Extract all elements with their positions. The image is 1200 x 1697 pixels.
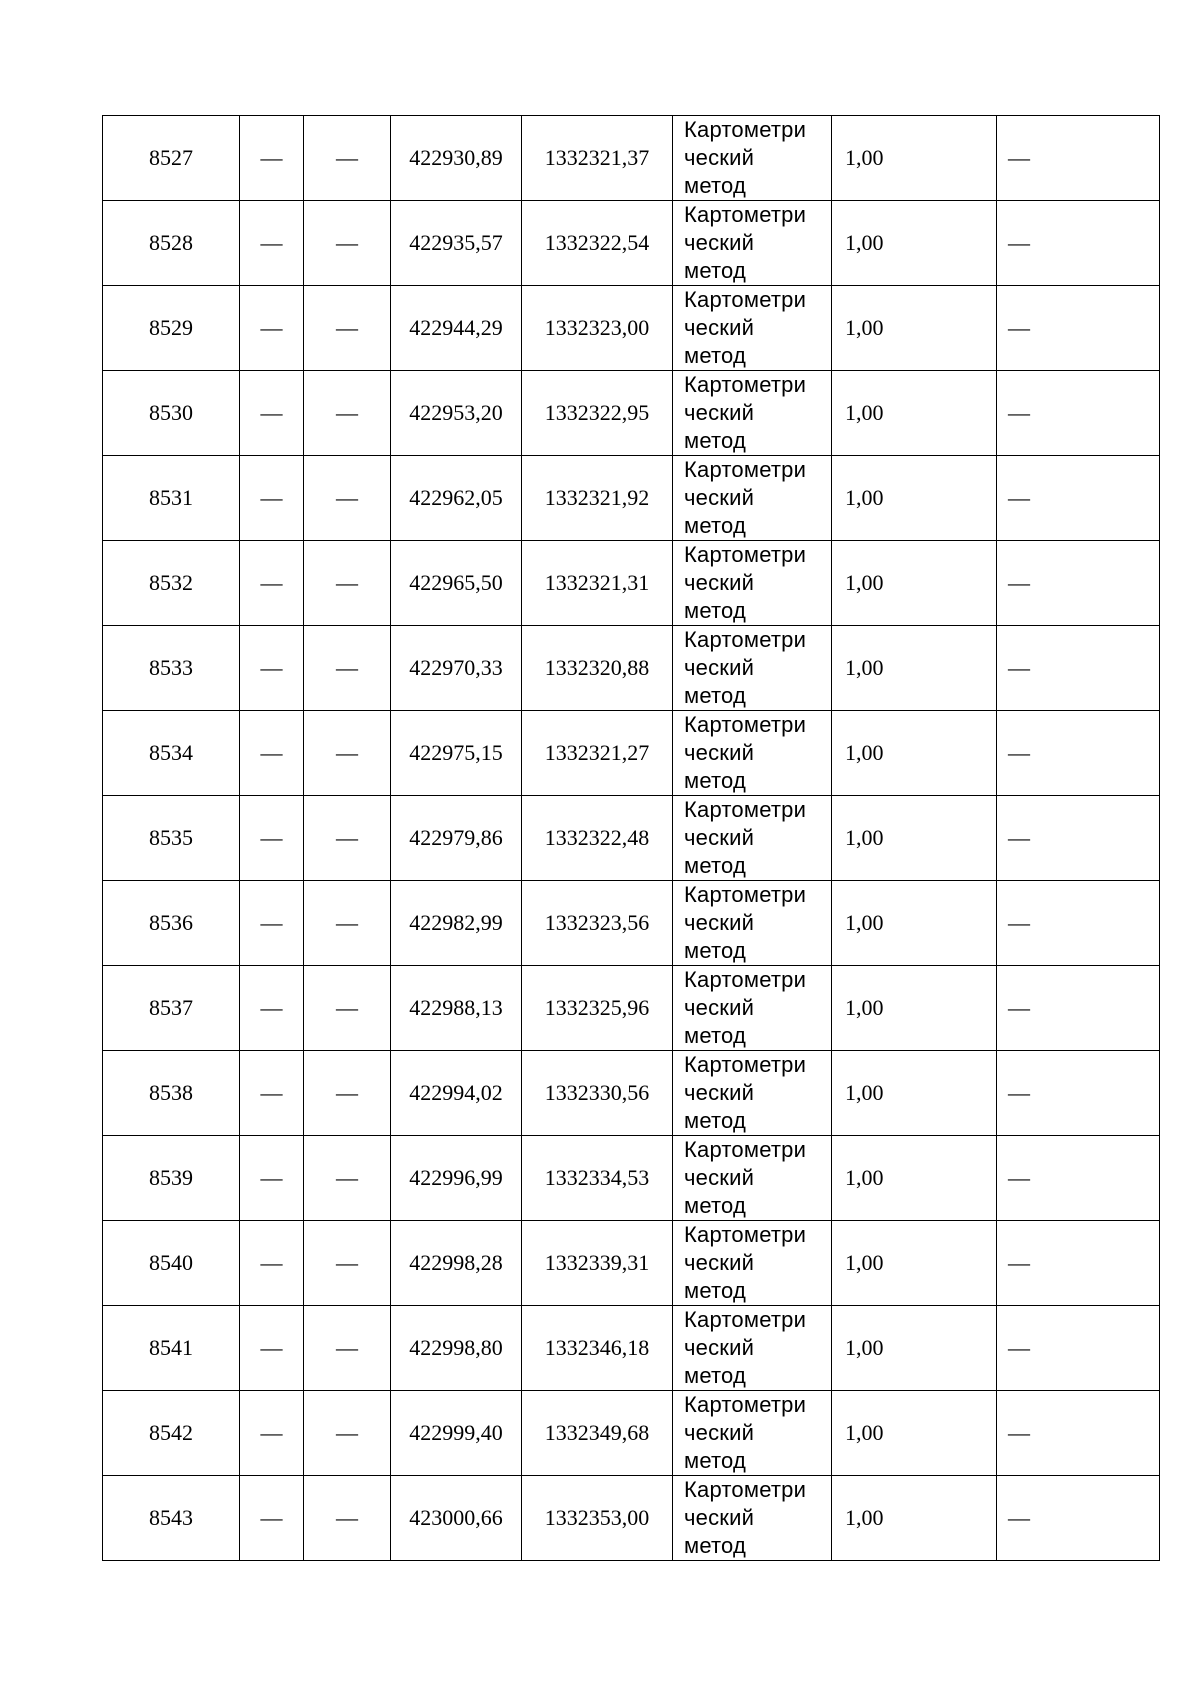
method-text-line: метод [684,1193,747,1218]
method-cell [673,371,832,456]
method-text-line: метод [684,513,747,538]
empty-value-cell: — [240,116,304,201]
method-cell [673,1221,832,1306]
empty-value-cell: — [304,1391,391,1476]
accuracy-cell: 1,00 [832,201,997,286]
empty-value-cell: — [304,1136,391,1221]
point-number-cell: 8533 [103,626,240,711]
method-cell [673,711,832,796]
accuracy-cell: 1,00 [832,371,997,456]
y-coordinate-cell: 1332325,96 [522,966,673,1051]
empty-value-cell: — [240,1136,304,1221]
method-cell [673,456,832,541]
empty-value-cell: — [240,881,304,966]
x-coordinate-cell: 422944,29 [391,286,522,371]
empty-value-cell: — [997,796,1160,881]
method-text-line: Картометри [684,542,807,567]
empty-value-cell: — [240,1476,304,1561]
method-text-line: ческий [684,655,755,680]
point-number-cell: 8543 [103,1476,240,1561]
empty-value-cell: — [997,966,1160,1051]
table-row [103,1476,1160,1561]
method-cell [673,116,832,201]
y-coordinate-cell: 1332322,48 [522,796,673,881]
empty-value-cell: — [240,371,304,456]
empty-value-cell: — [304,286,391,371]
method-cell [673,881,832,966]
method-text-line: метод [684,1448,747,1473]
accuracy-cell: 1,00 [832,541,997,626]
method-cell [673,626,832,711]
x-coordinate-cell: 422998,28 [391,1221,522,1306]
method-text-line: ческий [684,1165,755,1190]
method-text-line: метод [684,683,747,708]
y-coordinate-cell: 1332321,27 [522,711,673,796]
method-text-line: метод [684,1278,747,1303]
accuracy-cell: 1,00 [832,1306,997,1391]
table-row [103,1306,1160,1391]
method-cell [673,1051,832,1136]
method-text-line: Картометри [684,457,807,482]
empty-value-cell: — [997,116,1160,201]
method-cell [673,1306,832,1391]
empty-value-cell: — [997,711,1160,796]
method-text-line: ческий [684,1420,755,1445]
method-text-line: ческий [684,910,755,935]
y-coordinate-cell: 1332321,37 [522,116,673,201]
method-text-line: метод [684,1533,747,1558]
empty-value-cell: — [997,201,1160,286]
method-text-line: Картометри [684,372,807,397]
empty-value-cell: — [304,371,391,456]
method-cell [673,1476,832,1561]
empty-value-cell: — [240,1221,304,1306]
table-row [103,456,1160,541]
point-number-cell: 8530 [103,371,240,456]
method-cell [673,796,832,881]
empty-value-cell: — [304,541,391,626]
empty-value-cell: — [997,541,1160,626]
method-cell [673,286,832,371]
empty-value-cell: — [997,371,1160,456]
point-number-cell: 8535 [103,796,240,881]
method-text-line: метод [684,853,747,878]
method-text-line: ческий [684,995,755,1020]
method-text-line: ческий [684,315,755,340]
method-text-line: ческий [684,570,755,595]
x-coordinate-cell: 422998,80 [391,1306,522,1391]
y-coordinate-cell: 1332321,92 [522,456,673,541]
y-coordinate-cell: 1332353,00 [522,1476,673,1561]
x-coordinate-cell: 422970,33 [391,626,522,711]
point-number-cell: 8527 [103,116,240,201]
method-text-line: ческий [684,740,755,765]
method-text-line: ческий [684,230,755,255]
method-text-line: ческий [684,1250,755,1275]
method-text-line: Картометри [684,287,807,312]
point-number-cell: 8532 [103,541,240,626]
empty-value-cell: — [240,201,304,286]
method-text-line: ческий [684,145,755,170]
y-coordinate-cell: 1332346,18 [522,1306,673,1391]
empty-value-cell: — [997,1051,1160,1136]
method-text-line: Картометри [684,627,807,652]
x-coordinate-cell: 422994,02 [391,1051,522,1136]
accuracy-cell: 1,00 [832,116,997,201]
empty-value-cell: — [240,541,304,626]
empty-value-cell: — [240,796,304,881]
method-text-line: метод [684,768,747,793]
method-text-line: Картометри [684,1392,807,1417]
empty-value-cell: — [997,881,1160,966]
method-text-line: ческий [684,485,755,510]
point-number-cell: 8534 [103,711,240,796]
coordinates-table [102,115,1160,1561]
empty-value-cell: — [240,1391,304,1476]
x-coordinate-cell: 422962,05 [391,456,522,541]
method-text-line: метод [684,173,747,198]
empty-value-cell: — [997,286,1160,371]
accuracy-cell: 1,00 [832,1136,997,1221]
accuracy-cell: 1,00 [832,286,997,371]
empty-value-cell: — [304,116,391,201]
empty-value-cell: — [304,201,391,286]
empty-value-cell: — [304,711,391,796]
accuracy-cell: 1,00 [832,456,997,541]
table-row [103,1391,1160,1476]
point-number-cell: 8528 [103,201,240,286]
empty-value-cell: — [240,1051,304,1136]
method-text-line: Картометри [684,797,807,822]
y-coordinate-cell: 1332323,56 [522,881,673,966]
y-coordinate-cell: 1332339,31 [522,1221,673,1306]
x-coordinate-cell: 422988,13 [391,966,522,1051]
method-text-line: Картометри [684,1477,807,1502]
y-coordinate-cell: 1332330,56 [522,1051,673,1136]
empty-value-cell: — [240,626,304,711]
table-row [103,626,1160,711]
table-row [103,881,1160,966]
y-coordinate-cell: 1332321,31 [522,541,673,626]
y-coordinate-cell: 1332320,88 [522,626,673,711]
table-row [103,796,1160,881]
x-coordinate-cell: 422996,99 [391,1136,522,1221]
accuracy-cell: 1,00 [832,966,997,1051]
method-text-line: Картометри [684,1137,807,1162]
point-number-cell: 8529 [103,286,240,371]
method-text-line: Картометри [684,1307,807,1332]
x-coordinate-cell: 422979,86 [391,796,522,881]
table-row [103,371,1160,456]
method-cell [673,966,832,1051]
empty-value-cell: — [997,1221,1160,1306]
empty-value-cell: — [240,966,304,1051]
empty-value-cell: — [240,456,304,541]
method-text-line: Картометри [684,202,807,227]
point-number-cell: 8539 [103,1136,240,1221]
point-number-cell: 8531 [103,456,240,541]
accuracy-cell: 1,00 [832,1221,997,1306]
accuracy-cell: 1,00 [832,711,997,796]
empty-value-cell: — [304,626,391,711]
point-number-cell: 8538 [103,1051,240,1136]
method-text-line: метод [684,258,747,283]
accuracy-cell: 1,00 [832,796,997,881]
x-coordinate-cell: 422930,89 [391,116,522,201]
point-number-cell: 8542 [103,1391,240,1476]
empty-value-cell: — [997,626,1160,711]
y-coordinate-cell: 1332349,68 [522,1391,673,1476]
y-coordinate-cell: 1332334,53 [522,1136,673,1221]
empty-value-cell: — [240,1306,304,1391]
method-text-line: Картометри [684,882,807,907]
method-text-line: ческий [684,1335,755,1360]
method-text-line: Картометри [684,1222,807,1247]
table-row [103,116,1160,201]
method-text-line: метод [684,1363,747,1388]
method-text-line: Картометри [684,967,807,992]
empty-value-cell: — [304,1306,391,1391]
empty-value-cell: — [304,456,391,541]
method-cell [673,1136,832,1221]
method-text-line: ческий [684,1505,755,1530]
accuracy-cell: 1,00 [832,1391,997,1476]
method-cell [673,541,832,626]
table-row [103,711,1160,796]
method-text-line: ческий [684,400,755,425]
x-coordinate-cell: 422982,99 [391,881,522,966]
table-row [103,541,1160,626]
empty-value-cell: — [304,966,391,1051]
method-text-line: ческий [684,1080,755,1105]
empty-value-cell: — [997,1136,1160,1221]
point-number-cell: 8537 [103,966,240,1051]
table-row [103,966,1160,1051]
empty-value-cell: — [997,1391,1160,1476]
empty-value-cell: — [240,286,304,371]
point-number-cell: 8536 [103,881,240,966]
empty-value-cell: — [304,796,391,881]
method-text-line: Картометри [684,1052,807,1077]
point-number-cell: 8541 [103,1306,240,1391]
method-text-line: метод [684,1023,747,1048]
y-coordinate-cell: 1332322,95 [522,371,673,456]
empty-value-cell: — [997,1306,1160,1391]
table-row [103,201,1160,286]
method-text-line: метод [684,598,747,623]
y-coordinate-cell: 1332322,54 [522,201,673,286]
accuracy-cell: 1,00 [832,1476,997,1561]
empty-value-cell: — [240,711,304,796]
method-cell [673,201,832,286]
table-body [103,116,1160,1561]
method-text-line: ческий [684,825,755,850]
empty-value-cell: — [997,1476,1160,1561]
method-text-line: метод [684,938,747,963]
empty-value-cell: — [997,456,1160,541]
method-text-line: Картометри [684,712,807,737]
x-coordinate-cell: 422953,20 [391,371,522,456]
x-coordinate-cell: 422965,50 [391,541,522,626]
method-text-line: метод [684,1108,747,1133]
x-coordinate-cell: 422935,57 [391,201,522,286]
empty-value-cell: — [304,1051,391,1136]
point-number-cell: 8540 [103,1221,240,1306]
x-coordinate-cell: 423000,66 [391,1476,522,1561]
y-coordinate-cell: 1332323,00 [522,286,673,371]
accuracy-cell: 1,00 [832,881,997,966]
empty-value-cell: — [304,1221,391,1306]
table-row [103,1221,1160,1306]
method-text-line: метод [684,428,747,453]
accuracy-cell: 1,00 [832,1051,997,1136]
empty-value-cell: — [304,881,391,966]
table-row [103,286,1160,371]
empty-value-cell: — [304,1476,391,1561]
method-text-line: Картометри [684,117,807,142]
x-coordinate-cell: 422975,15 [391,711,522,796]
accuracy-cell: 1,00 [832,626,997,711]
x-coordinate-cell: 422999,40 [391,1391,522,1476]
method-cell [673,1391,832,1476]
table-row [103,1136,1160,1221]
method-text-line: метод [684,343,747,368]
table-row [103,1051,1160,1136]
